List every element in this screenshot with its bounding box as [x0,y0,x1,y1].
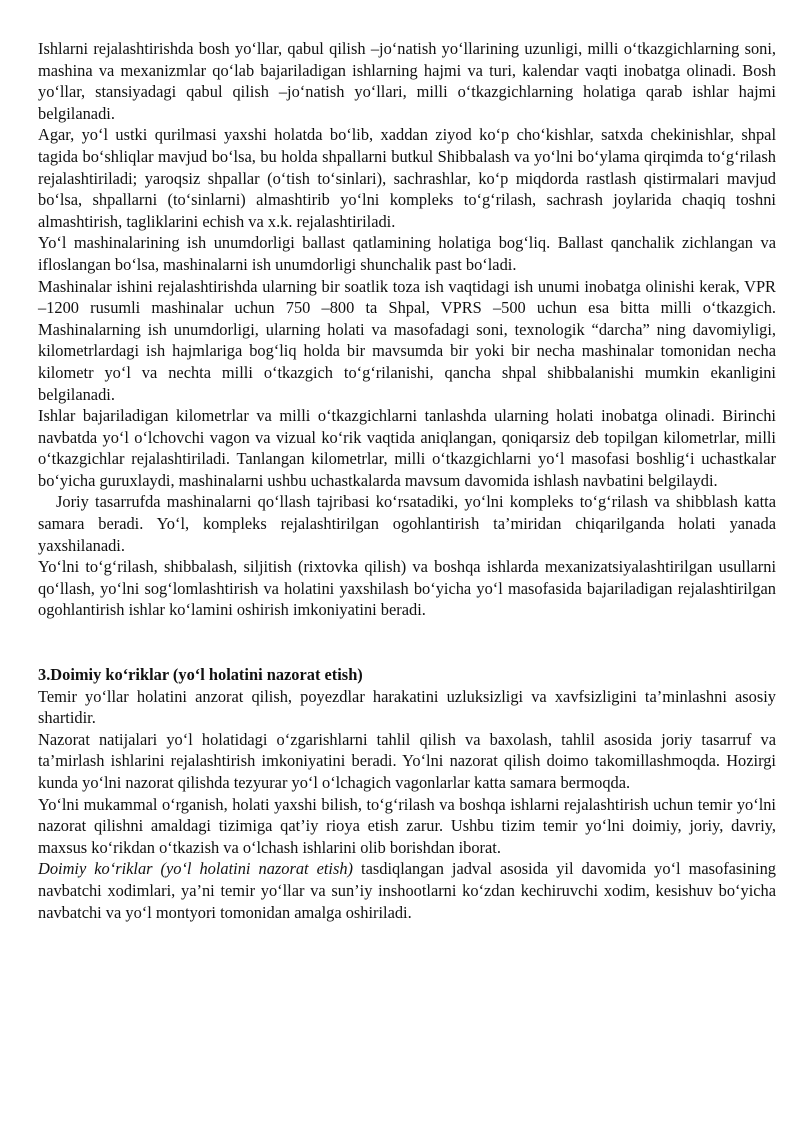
section-spacer [38,621,776,664]
paragraph-control-importance: Temir yo‘llar holatini anzorat qilish, poyezdlar harakatini uzluksizligi va xavfsizligini ta’minlashni asosiy shartidir. [38,686,776,728]
paragraph-planning-factors: Ishlarni rejalashtirishda bosh yo‘llar, qabul qilish –jo‘natish yo‘llarining uzunligi, milli o‘tkazgichlarning soni, mashina va mexanizmlar qo‘lab bajariladigan ishlarning hajmi va turi, kalendar vaqti inobatga olinadi. Bosh yo‘llar, stansiyadagi qabul qilish –jo‘natish yo‘llari, milli o‘tkazgichlarning holatiga qarab ishlar hajmi belgilanadi. [38,39,776,123]
italic-lead-text: Doimiy ko‘riklar (yo‘l holatini nazorat etish) [38,859,354,879]
paragraph-mechanized-methods: Yo‘lni to‘g‘rilash, shibbalash, siljitish (rixtovka qilish) va boshqa ishlarda mexanizatsiyalashtirilgan usullarni qo‘llash, yo‘lni sog‘lomlashtirish va holatini yaxshilash bo‘yicha yo‘l masofasida bajariladigan rejalashtirilgan ogohlantirish ishlar ko‘lamini oshirish imkoniyatini beradi. [38,557,776,620]
paragraph-machine-productivity: Yo‘l mashinalarining ish unumdorligi ballast qatlamining holatiga bog‘liq. Ballast qanchalik zichlangan va ifloslangan bo‘lsa, mashinalarni ish unumdorligi shunchalik past bo‘ladi. [38,233,776,274]
paragraph-track-condition: Agar, yo‘l ustki qurilmasi yaxshi holatda bo‘lib, xaddan ziyod ko‘p cho‘kishlar, satxda chekinishlar, shpal tagida bo‘shliqlar mavjud bo‘lsa, bu holda shpallarni butkul Shibbalash va yo‘lni bo‘ylama qirqimda to‘g‘rilash rejalashtiriladi; yaroqsiz shpallar (o‘tish to‘sinlari), sachrashlar, ko‘p miqdorda rastlash qistirmalari mavjud bo‘lsa, shpallarni (to‘sinlarni) almashtirib yo‘lni kompleks to‘g‘rilash, sachrash joylarida chaqiq toshni almashtirish, tagliklarini echish va x.k. rejalashtiriladi. [38,125,776,231]
paragraph-kilometer-selection: Ishlar bajariladigan kilometrlar va milli o‘tkazgichlarni tanlashda ularning holati inobatga olinadi. Birinchi navbatda yo‘l o‘lchovchi vagon va vizual ko‘rik vaqtida aniqlangan, qoniqarsiz deb topilgan kilometrlar, milli o‘tkazgichlar rejalashtiriladi. Tanlangan kilometrlar, milli o‘tkazgichlarni yo‘l masofasi boshlig‘i uchastkalar bo‘yicha guruxlaydi, mashinalarni ushbu uchastkalarda mavsum davomida ishlash navbatini belgilaydi. [38,406,776,490]
paragraph-machine-planning: Mashinalar ishini rejalashtirishda ularning bir soatlik toza ish vaqtidagi ish unumi inobatga olinishi kerak, VPR –1200 rusumli mashinalar uchun 750 –800 ta Shpal, VPRS –500 uchun esa bitta milli o‘tkazgich. Mashinalarning ish unumdorligi, ularning holati va masofadagi soni, texnologik “darcha” ning davomiyligi, kilometrlardagi ish hajmlariga bog‘liq holda bir mavsumda bir yoki bir necha mashinalar tomonidan necha kilometr yo‘l va nechta milli o‘tkazgich to‘g‘rilanishi, qancha shpal shibbalanishi mumkin ekanligini belgilanadi. [38,276,776,404]
paragraph-current-maintenance: Joriy tasarrufda mashinalarni qo‘llash tajribasi ko‘rsatadiki, yo‘lni kompleks to‘g‘rilash va shibblash katta samara beradi. Yo‘l, kompleks rejalashtirilgan ogohlantirish ta’miridan chiqarilganda holati yanada yaxshilanadi. [38,492,776,555]
paragraph-control-results: Nazorat natijalari yo‘l holatidagi o‘zgarishlarni tahlil qilish va baxolash, tahlil asosida joriy tasarruf va ta’mirlash ishlarini rejalashtirish imkoniyatini beradi. Yo‘lni nazorat qilish doimo takomillashmoqda. Hozirgi kunda yo‘lni nazorat qilishda tezyurar yo‘l o‘lchagich vagonlarlar katta samara bermoqda. [38,729,776,792]
section-heading: 3.Doimiy ko‘riklar (yo‘l holatini nazorat etish) [38,665,363,685]
paragraph-permanent-inspections [38,858,776,923]
paragraph-control-system: Yo‘lni mukammal o‘rganish, holati yaxshi bilish, to‘g‘rilash va boshqa ishlarni rejalashtirish uchun temir yo‘lni nazorat qilishni amaldagi tizimiga qat’iy rioya etish zarur. Ushbu tizim temir yo‘lni doimiy, joriy, davriy, maxsus ko‘rikdan o‘tkazish va o‘lchash ishlarini olib borishdan iborat. [38,794,776,857]
document-page [38,38,776,923]
paragraph-rest-text: tasdiqlangan jadval asosida yil davomida yo‘l masofasining navbatchi xodimlari, ya’ni temir yo‘llar va sun’iy inshootlarni ko‘zdan kechiruvchi xodim, kesishuv bo‘yicha navbatchi va yo‘l montyori tomonidan amalga oshiriladi. [38,859,776,922]
